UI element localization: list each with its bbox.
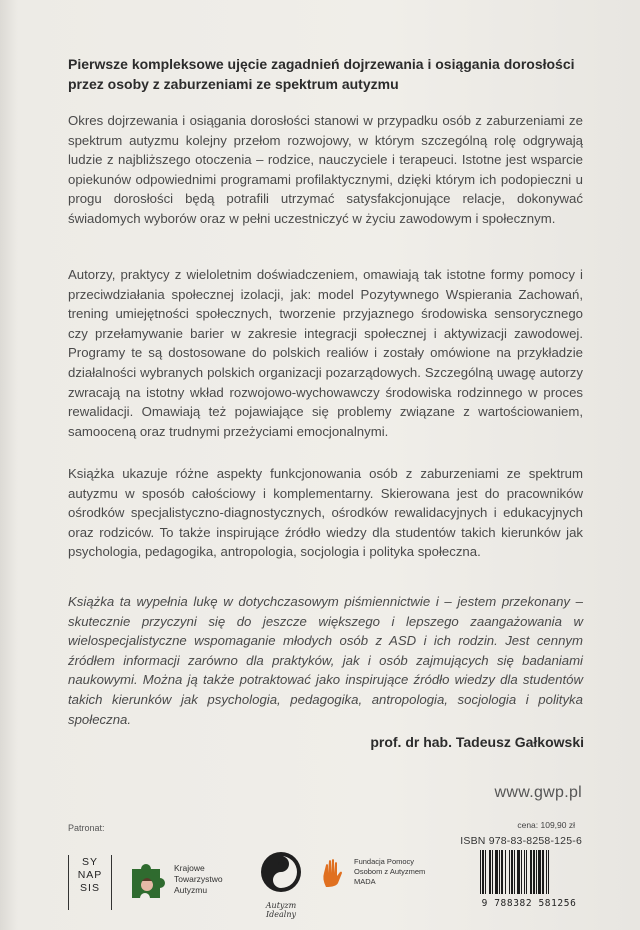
synapsis-line-2: NAP bbox=[77, 869, 103, 881]
ktaut-logo bbox=[126, 855, 236, 911]
mada-line-2: Osobom z Autyzmem bbox=[354, 867, 426, 876]
synapsis-line-1: SY bbox=[81, 856, 98, 868]
price-label: cena: 109,90 zł bbox=[517, 820, 575, 830]
ktaut-line-1: Krajowe bbox=[174, 863, 205, 873]
synapsis-logo bbox=[68, 855, 112, 910]
mada-line-3: MADA bbox=[354, 877, 376, 886]
ktaut-line-2: Towarzystwo bbox=[174, 874, 223, 884]
swirl-icon bbox=[259, 850, 303, 894]
quote-author: prof. dr hab. Tadeusz Gałkowski bbox=[370, 734, 584, 750]
isbn-label: ISBN 978-83-8258-125-6 bbox=[460, 835, 582, 847]
barcode-number: 9 788382 581256 bbox=[481, 898, 577, 909]
puzzle-piece-icon bbox=[126, 857, 170, 907]
patron-logos bbox=[68, 845, 468, 919]
isbn-barcode bbox=[478, 850, 580, 910]
ktaut-line-3: Autyzmu bbox=[174, 885, 208, 895]
synapsis-line-3: SIS bbox=[80, 882, 100, 894]
endorsement-quote: Książka ta wypełnia lukę w dotychczasowym piśmiennictwie i – jestem przekonany – skutecznie przyczyni się do jeszcze większego i lepszego zaangażowania w wielospecjalistyczne wspomaganie młodych osób z ASD i ich rodzin. Jest cennym źródłem informacji zarówno dla praktyków, jak i osób zajmujących się badaniami naukowymi. Można ją także potraktować jako inspirujące źródło wiedzy dla studentów takich kierunków jak psychologia, pedagogika, antropologia, socjologia i polityka społeczna. bbox=[68, 594, 583, 727]
heading-line-2: przez osoby z zaburzeniami ze spektrum autyzmu bbox=[68, 76, 399, 92]
patronat-label: Patronat: bbox=[68, 823, 105, 833]
autyzm-idealny-text: Autyzm Idealny bbox=[265, 901, 297, 919]
description-paragraph-2: Autorzy, praktycy z wieloletnim doświadczeniem, omawiają tak istotne formy pomocy i przeciwdziałania społecznej izolacji, jak: model Pozytywnego Wspierania Zachowań, trening umiejętności społecznych, tworzenie przyjaznego środowiska sensorycznego czy przełamywanie barier w zakresie integracji społecznej i aktywizacji zawodowej. Programy te są dostosowane do polskich realiów i zostały omówione na przykładzie działalności wybranych polskich organizacji pozarządowych. Szczególną uwagę autorzy zwracają na istotny wkład rozwojowo-wychowawczy środowiska rodzinnego w proces rewalidacji. Omawiają też pojawiające się problemy związane z wartościowaniem, samooceną oraz trudnymi przeżyciami emocjonalnymi. bbox=[68, 267, 583, 439]
description-paragraph-1: Okres dojrzewania i osiągania dorosłości stanowi w przypadku osób z zaburzeniami ze spektrum autyzmu kolejny przełom rozwojowy, w którym szczególną rolę odgrywają ludzie z najbliższego otoczenia – rodzice, nauczyciele i terapeuci. Istotne jest wsparcie opiekunów odpowiednimi programami profilaktycznymi, dzięki którym ich podopieczni u progu dorosłości będą potrafili utrzymać satysfakcjonujące relacje, dokonywać świadomych wyborów oraz w pełni uczestniczyć w życiu zawodowym i społecznym. bbox=[68, 113, 583, 226]
heading-line-1: Pierwsze kompleksowe ujęcie zagadnień dojrzewania i osiągania dorosłości bbox=[68, 56, 575, 72]
autyzm-idealny-logo bbox=[251, 850, 311, 919]
mada-logo bbox=[320, 857, 470, 907]
hand-icon bbox=[320, 857, 348, 889]
publisher-website[interactable]: www.gwp.pl bbox=[494, 784, 582, 801]
cover-heading bbox=[68, 54, 588, 94]
description-paragraph-3: Książka ukazuje różne aspekty funkcjonowania osób z zaburzeniami ze spektrum autyzmu w sposób całościowy i komplementarny. Skierowana jest do pracowników ośrodków specjalistyczno-diagnostycznych, ośrodków rewalidacyjnych i edukacyjnych oraz rodziców. To także inspirujące źródło wiedzy dla studentów takich kierunków jak psychologia, pedagogika, antropologia, socjologia i polityka społeczna. bbox=[68, 466, 583, 560]
mada-line-1: Fundacja Pomocy bbox=[354, 857, 415, 866]
barcode-bars bbox=[478, 850, 580, 896]
